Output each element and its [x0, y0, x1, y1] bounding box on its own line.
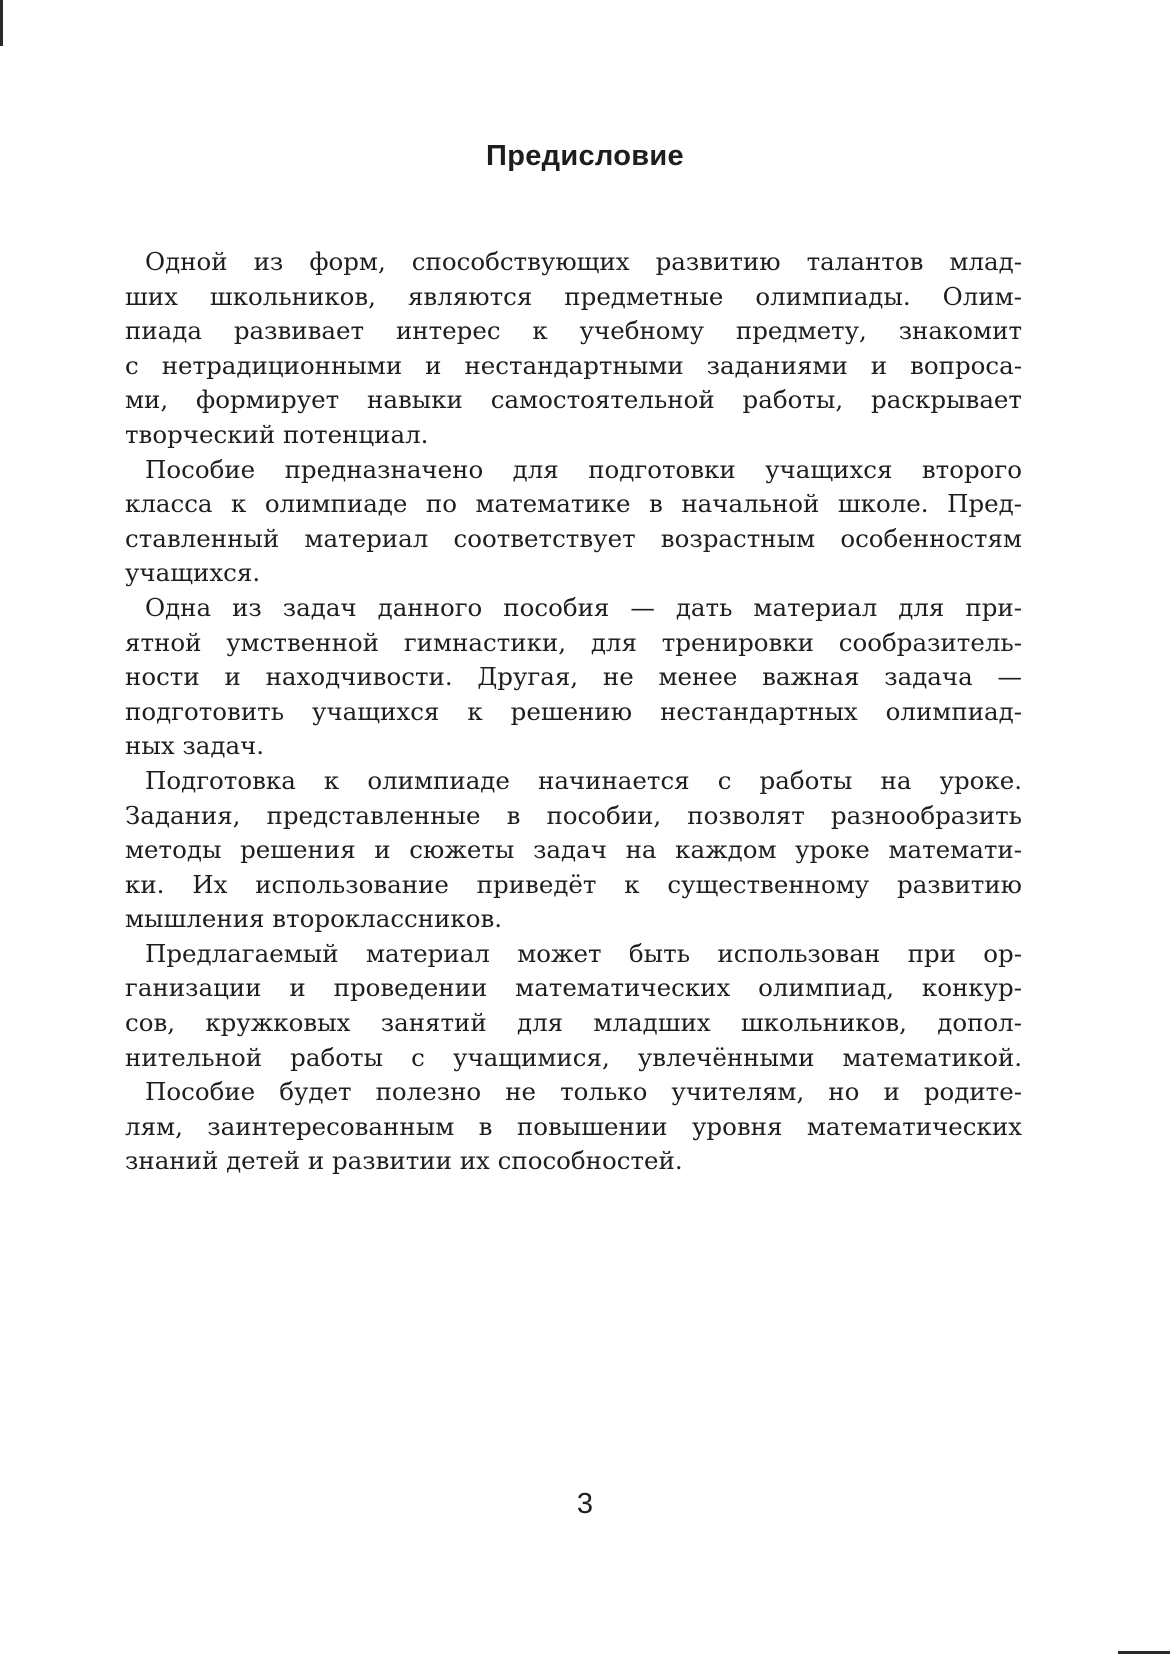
text-line — [125, 971, 1022, 1006]
text-line — [125, 1075, 1022, 1110]
text-line-content: ятной умственной гимнастики, для тренировки сообразитель- — [125, 627, 1022, 657]
text-line-content: Пособие предназначено для подготовки учащихся второго — [145, 454, 1022, 484]
paragraph — [125, 1075, 1022, 1179]
text-line-content: Предлагаемый материал может быть использован при ор- — [145, 938, 1022, 968]
text-line — [125, 1144, 1022, 1179]
text-line — [125, 1006, 1022, 1041]
text-line-content: ных задач. — [125, 731, 265, 761]
text-line — [125, 349, 1022, 384]
text-line — [125, 314, 1022, 349]
paragraph — [125, 453, 1022, 591]
text-line — [125, 591, 1022, 626]
text-line-content: пиада развивает интерес к учебному предмету, знакомит — [125, 316, 1022, 346]
text-line — [125, 660, 1022, 695]
page-title: Предисловие — [486, 140, 684, 172]
crop-mark-top-left — [0, 0, 3, 46]
paragraph — [125, 591, 1022, 764]
text-line-content: Подготовка к олимпиаде начинается с работы на уроке. — [145, 765, 1022, 795]
text-line-content: учащихся. — [125, 558, 261, 588]
text-line-content: подготовить учащихся к решению нестандартных олимпиад- — [125, 696, 1022, 726]
text-line — [125, 453, 1022, 488]
text-line — [125, 522, 1022, 557]
text-line — [125, 626, 1022, 661]
text-line-content: ки. Их использование приведёт к существенному развитию — [125, 869, 1022, 899]
text-line-content: мышления второклассников. — [125, 904, 503, 934]
text-line — [125, 1110, 1022, 1145]
text-line — [125, 902, 1022, 937]
text-line — [125, 280, 1022, 315]
text-line-content: сов, кружковых занятий для младших школьников, допол- — [125, 1008, 1022, 1038]
text-line — [125, 695, 1022, 730]
text-line — [125, 487, 1022, 522]
text-line — [125, 729, 1022, 764]
text-line-content: Задания, представленные в пособии, позволят разнообразить — [125, 800, 1022, 830]
text-line-content: методы решения и сюжеты задач на каждом уроке математи- — [125, 835, 1022, 865]
text-line-content: ганизации и проведении математических олимпиад, конкур- — [125, 973, 1022, 1003]
text-line-content: ших школьников, являются предметные олимпиады. Олим- — [125, 281, 1022, 311]
text-line-content: лям, заинтересованным в повышении уровня математических — [125, 1111, 1022, 1141]
text-line — [125, 556, 1022, 591]
text-line-content: ми, формирует навыки самостоятельной работы, раскрывает — [125, 385, 1022, 415]
text-line — [125, 245, 1022, 280]
paragraph — [125, 245, 1022, 453]
text-line — [125, 764, 1022, 799]
text-line — [125, 383, 1022, 418]
text-line — [125, 868, 1022, 903]
text-line — [125, 1041, 1022, 1076]
paragraph — [125, 937, 1022, 1075]
text-line — [125, 937, 1022, 972]
text-line-content: ности и находчивости. Другая, не менее важная задача — — [125, 662, 1022, 692]
text-line-content: знаний детей и развитии их способностей. — [125, 1146, 683, 1176]
text-line — [125, 799, 1022, 834]
text-line-content: Одной из форм, способствующих развитию талантов млад- — [145, 247, 1022, 276]
paragraph — [125, 764, 1022, 937]
text-line-content: ставленный материал соответствует возрастным особенностям — [125, 523, 1022, 553]
text-line-content: с нетрадиционными и нестандартными заданиями и вопроса- — [125, 350, 1022, 380]
page-number: 3 — [576, 1488, 594, 1520]
text-line — [125, 418, 1022, 453]
text-line-content: творческий потенциал. — [125, 419, 429, 449]
text-line — [125, 833, 1022, 868]
text-line-content: класса к олимпиаде по математике в начальной школе. Пред- — [125, 489, 1022, 519]
text-line-content: нительной работы с учащимися, увлечёнными математикой. — [125, 1042, 1022, 1072]
preface-body — [125, 245, 1022, 1179]
text-line-content: Одна из задач данного пособия — дать материал для при- — [145, 592, 1022, 622]
text-line-content: Пособие будет полезно не только учителям, но и родите- — [145, 1077, 1022, 1107]
